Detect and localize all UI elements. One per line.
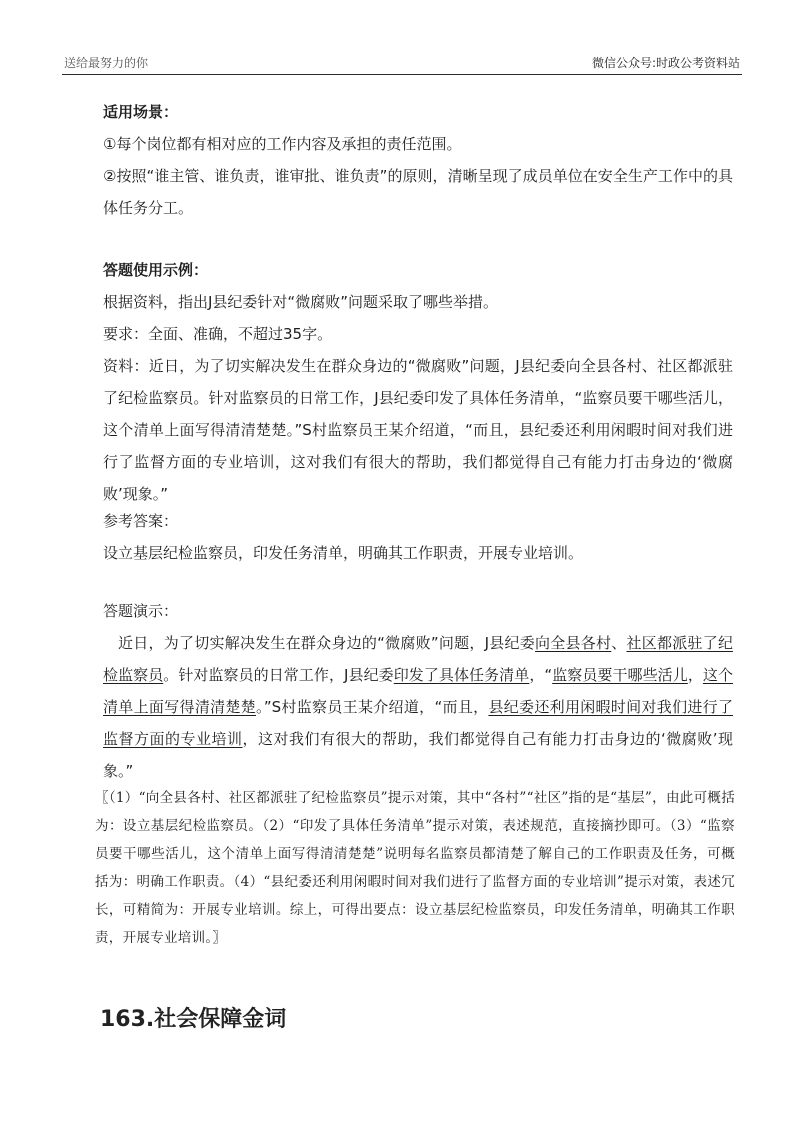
demo-underline-5: 这个清单上面写得清清楚楚 [103, 666, 733, 716]
header-slogan: 送给最努力的你 [64, 56, 149, 70]
section-title: 163.社会保障金词 [100, 1007, 287, 1032]
reference-section [103, 505, 733, 569]
example-question: 根据资料，指出J县纪委针对“微腐败”问题采取了哪些举措。 [103, 293, 498, 311]
analysis-section [95, 770, 735, 965]
header-wechat-account: 微信公众号:时政公考资料站 [591, 56, 740, 70]
demo-section [103, 595, 733, 787]
demo-underline-6: 县纪委还利用闲暇时间对我们进行了监督方面的专业培训 [103, 698, 733, 748]
example-title: 答题使用示例： [103, 261, 209, 279]
demo-text-1: 近日，为了切实解决发生在群众身边的“微腐败”问题，J县纪委 [118, 634, 536, 652]
demo-text-3: 。针对监察员的日常工作，J县纪委 [163, 666, 394, 684]
reference-title: 参考答案： [103, 512, 179, 530]
demo-underline-4: 监察员要干哪些活儿 [552, 666, 688, 684]
scenario-title: 适用场景： [103, 103, 179, 121]
reference-answer: 设立基层纪检监察员，印发任务清单，明确其工作职责，开展专业培训。 [103, 544, 584, 562]
scenario-section [103, 96, 733, 224]
demo-underline-1: 向全县各村 [535, 634, 612, 652]
demo-title: 答题演示： [103, 602, 179, 620]
demo-text-2: 、 [611, 634, 627, 652]
example-requirement: 要求：全面、准确，不超过35字。 [103, 325, 333, 343]
demo-underline-3: 印发了具体任务清单 [393, 666, 530, 684]
demo-text-7: ，这对我们有很大的帮助，我们都觉得自己有能力打击身边的‘微腐败’现象。” [103, 730, 733, 780]
demo-underline-2: 社区都派驻了纪检监察员 [103, 634, 733, 684]
example-material: 资料：近日，为了切实解决发生在群众身边的“微腐败”问题，J县纪委向全县各村、社区都派驻了纪检监察员。针对监察员的日常工作，J县纪委印发了具体任务清单，“监察员要干哪些活儿，这个清单上面写得清清楚楚。”S村监察员王某介绍道，“而且，县纪委还利用闲暇时间对我们进行了监督方面的专业培训，这对我们有很大的帮助，我们都觉得自己有能力打击身边的‘微腐败’现象。” [103, 357, 733, 503]
demo-text-5: ， [687, 666, 703, 684]
scenario-item-1: ①每个岗位都有相对应的工作内容及承担的责任范围。 [103, 135, 462, 153]
scenario-item-2: ②按照“谁主管、谁负责，谁审批、谁负责”的原则，清晰呈现了成员单位在安全生产工作中的具体任务分工。 [103, 167, 733, 217]
example-section [103, 254, 733, 510]
demo-text-4: ，“ [529, 666, 553, 684]
demo-paragraph [103, 627, 733, 787]
analysis-text: 〖（1）“向全县各村、社区都派驻了纪检监察员”提示对策，其中“各村”“社区”指的是“基层”，由此可概括为：设立基层纪检监察员。（2）“印发了具体任务清单”提示对策，表述规范，直接摘抄即可。（3）“监察员要干哪些活儿，这个清单上面写得清清楚楚”说明每名监察员都清楚了解自己的工作职责及任务，可概括为：明确工作职责。（4）“县纪委还利用闲暇时间对我们进行了监督方面的专业培训”提示对策，表述冗长，可精简为：开展专业培训。综上，可得出要点：设立基层纪检监察员，印发任务清单，明确其工作职责，开展专业培训。〗 [95, 789, 735, 946]
page-header [62, 50, 742, 75]
demo-text-6: 。”S村监察员王某介绍道，“而且， [256, 698, 489, 716]
